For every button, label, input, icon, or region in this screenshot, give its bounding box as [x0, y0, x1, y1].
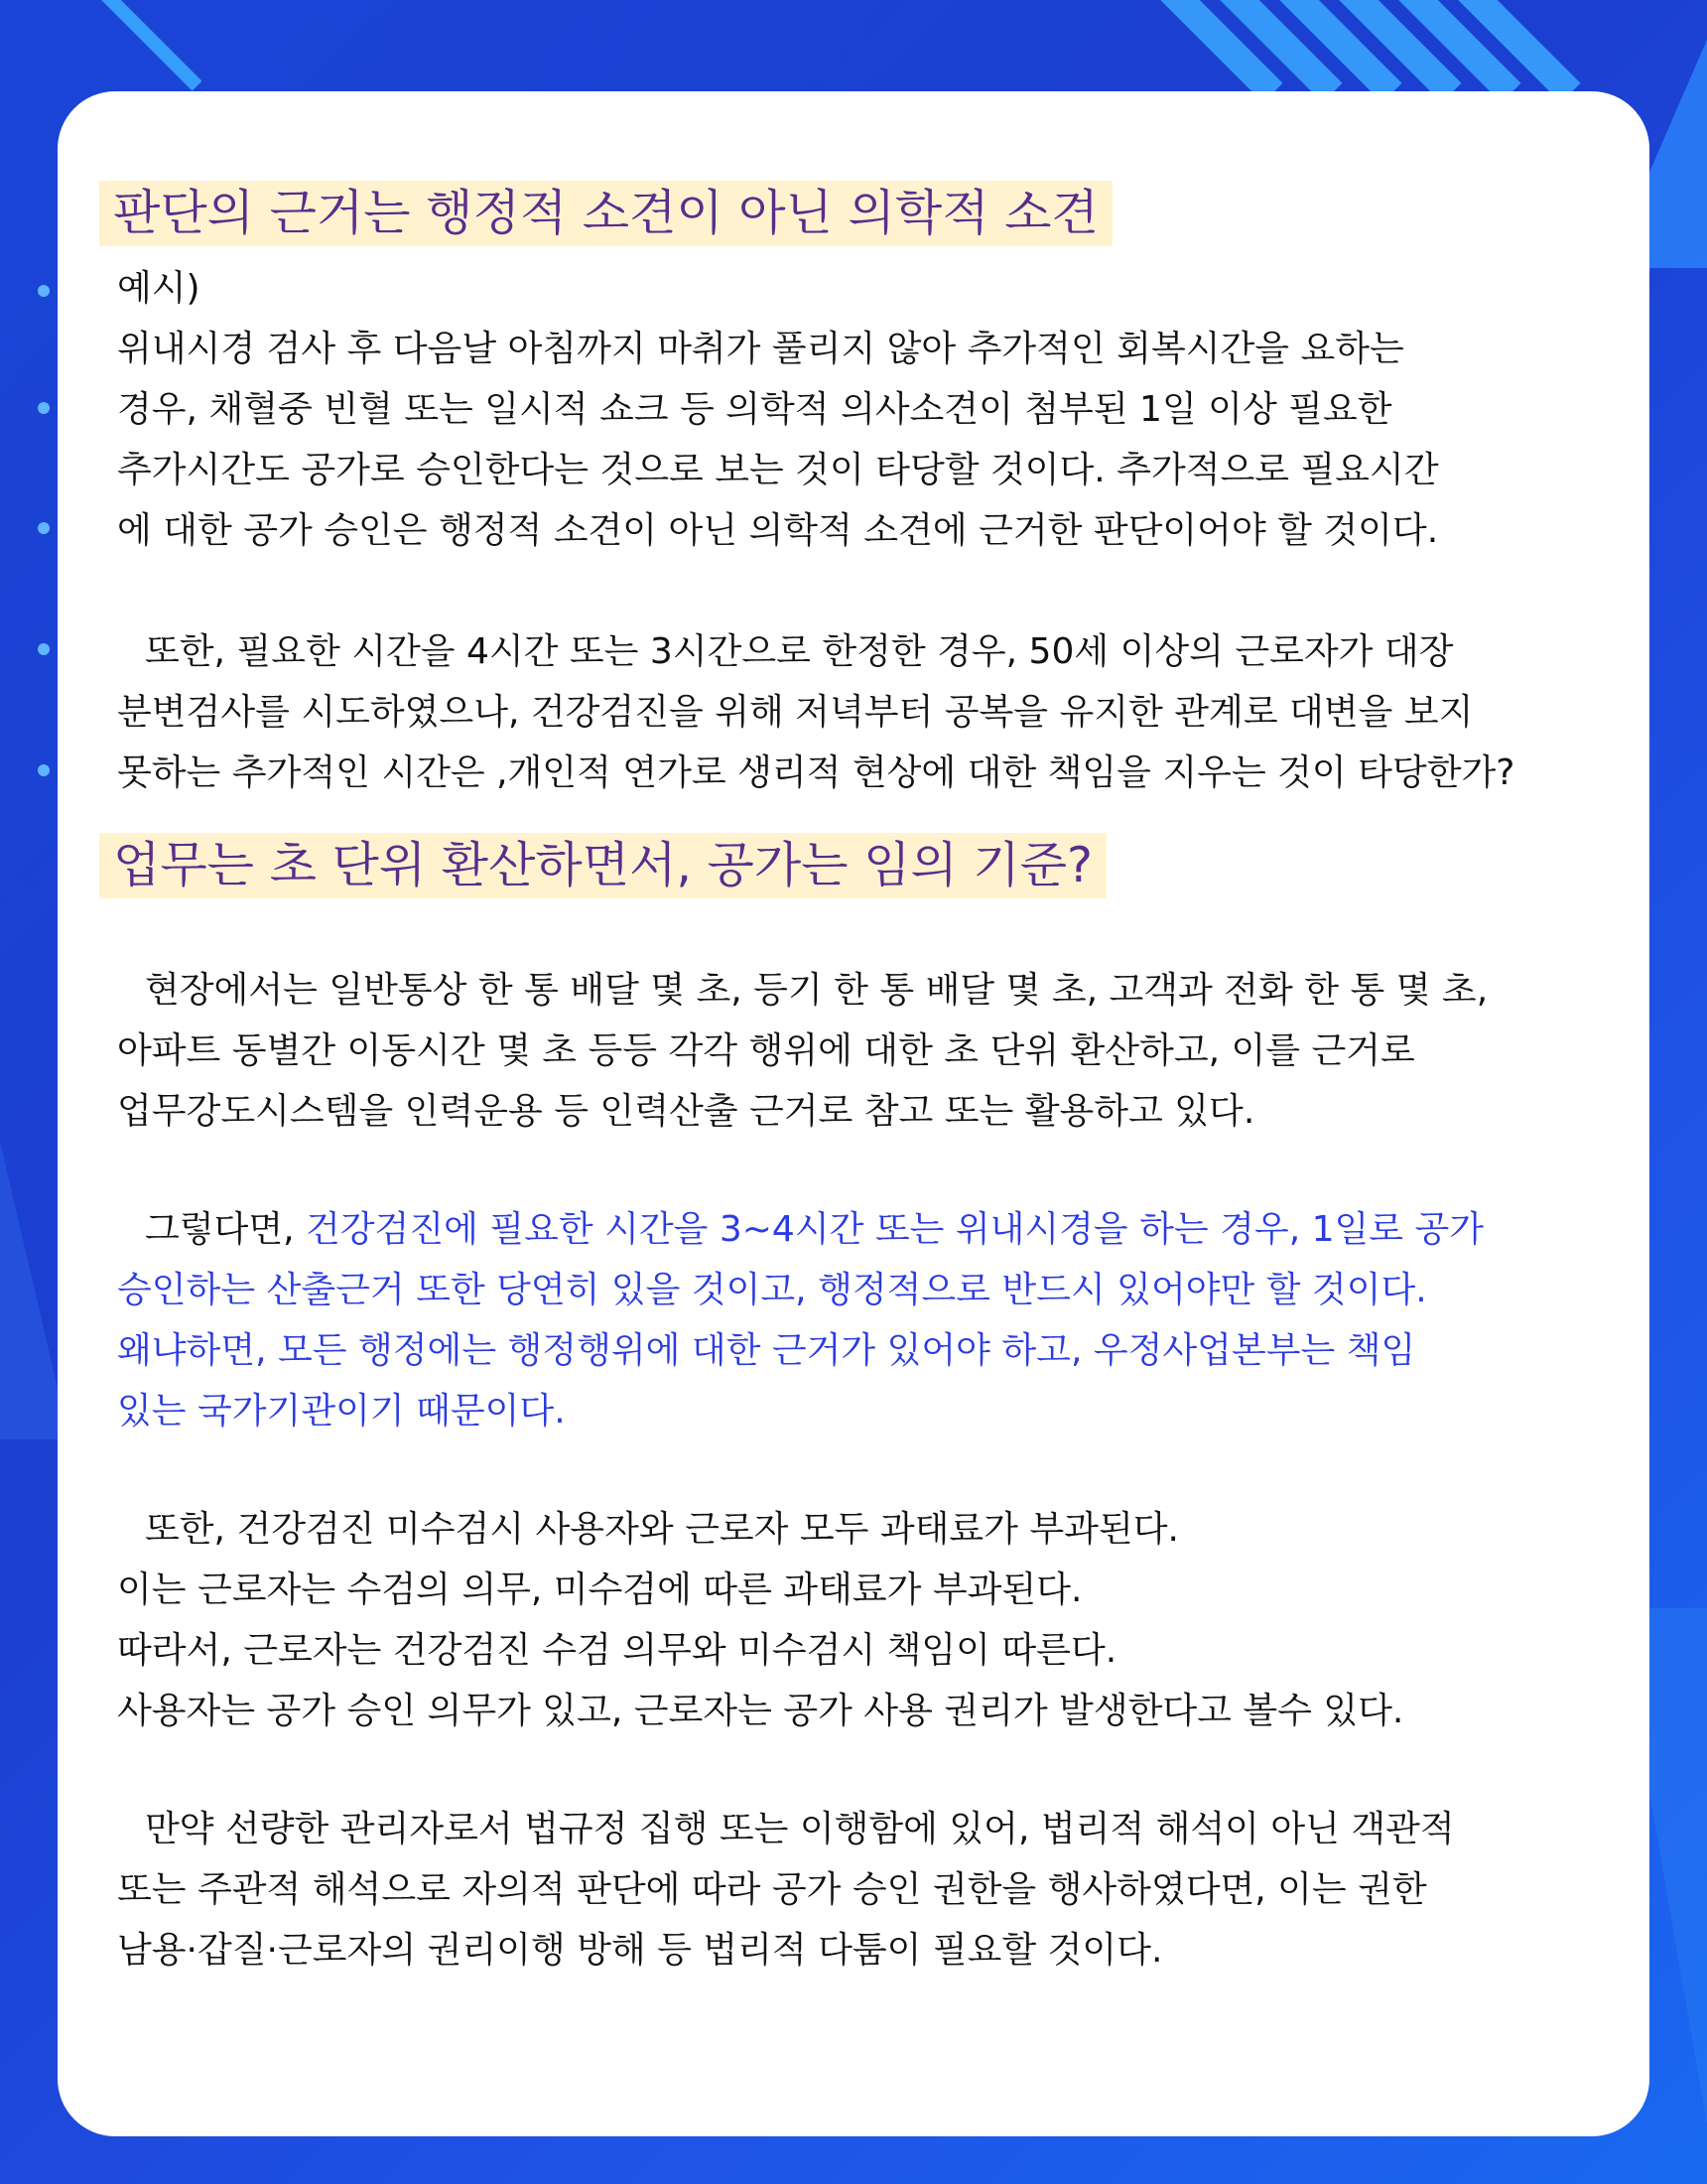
paragraph-line: 또는 주관적 해석으로 자의적 판단에 따라 공가 승인 권한을 행사하였다면, 이는 권한 — [117, 1869, 1427, 1910]
then-prefix: 그렇다면, — [145, 1209, 306, 1250]
emphasis-line: 승인하는 산출근거 또한 당연히 있을 것이고, 행정적으로 반드시 있어야만 할 것이다. — [117, 1270, 1427, 1310]
decor-dot — [38, 522, 50, 534]
decor-dot — [38, 402, 50, 414]
paragraph-line: 경우, 채혈중 빈혈 또는 일시적 쇼크 등 의학적 의사소견이 첨부된 1일 이상 필요한 — [117, 389, 1392, 430]
section-heading-arbitrary-standard: 업무는 초 단위 환산하면서, 공가는 임의 기준? — [99, 833, 1107, 898]
decor-stripe — [79, 0, 201, 91]
content-card — [58, 91, 1649, 2136]
paragraph-line: 추가시간도 공가로 승인한다는 것으로 보는 것이 타당할 것이다. 추가적으로 필요시간 — [117, 450, 1439, 490]
emphasis-line: 있는 국가기관이기 때문이다. — [117, 1391, 566, 1432]
also-paragraph — [117, 621, 1600, 803]
field-paragraph — [117, 960, 1600, 1142]
paragraph-line: 따라서, 근로자는 건강검진 수검 의무와 미수검시 책임이 따른다. — [117, 1630, 1117, 1671]
paragraph-line — [117, 1199, 1600, 1260]
decor-dot — [38, 764, 50, 776]
paragraph-line: 또한, 건강검진 미수검시 사용자와 근로자 모두 과태료가 부과된다. — [145, 1509, 1179, 1550]
paragraph-line: 못하는 추가적인 시간은 ,개인적 연가로 생리적 현상에 대한 책임을 지우는 것이 타당한가? — [117, 752, 1515, 793]
paragraph-line: 만약 선량한 관리자로서 법규정 집행 또는 이행함에 있어, 법리적 해석이 아닌 객관적 — [145, 1809, 1455, 1849]
emphasis-line: 왜냐하면, 모든 행정에는 행정행위에 대한 근거가 있어야 하고, 우정사업본부는 책임 — [117, 1330, 1416, 1371]
example-paragraph — [117, 258, 1600, 561]
paragraph-line: 위내시경 검사 후 다음날 아침까지 마취가 풀리지 않아 추가적인 회복시간을 요하는 — [117, 329, 1404, 369]
paragraph-line: 남용·갑질·근로자의 권리이행 방해 등 법리적 다툼이 필요할 것이다. — [117, 1930, 1163, 1971]
paragraph-line: 업무강도시스템을 인력운용 등 인력산출 근거로 참고 또는 활용하고 있다. — [117, 1091, 1255, 1132]
paragraph-line: 에 대한 공가 승인은 행정적 소견이 아닌 의학적 소견에 근거한 판단이어야 할 것이다. — [117, 510, 1439, 551]
then-paragraph — [117, 1199, 1600, 1441]
paragraph-line: 아파트 동별간 이동시간 몇 초 등등 각각 행위에 대한 초 단위 환산하고, 이를 근거로 — [117, 1030, 1415, 1071]
paragraph-line: 분변검사를 시도하였으나, 건강검진을 위해 저녁부터 공복을 유지한 관계로 대변을 보지 — [117, 692, 1474, 733]
abuse-paragraph — [117, 1799, 1600, 1980]
paragraph-line: 이는 근로자는 수검의 의무, 미수검에 따른 과태료가 부과된다. — [117, 1570, 1083, 1610]
emphasis-text: 건강검진에 필요한 시간을 3~4시간 또는 위내시경을 하는 경우, 1일로 공가 — [306, 1209, 1485, 1250]
paragraph-line: 사용자는 공가 승인 의무가 있고, 근로자는 공가 사용 권리가 발생한다고 볼수 있다. — [117, 1691, 1404, 1731]
paragraph-line: 현장에서는 일반통상 한 통 배달 몇 초, 등기 한 통 배달 몇 초, 고객과 전화 한 통 몇 초, — [145, 970, 1489, 1011]
decor-dot — [38, 285, 50, 297]
paragraph-line: 또한, 필요한 시간을 4시간 또는 3시간으로 한정한 경우, 50세 이상의 근로자가 대장 — [145, 631, 1454, 672]
penalty-paragraph — [117, 1499, 1600, 1741]
section-heading-medical-basis: 판단의 근거는 행정적 소견이 아닌 의학적 소견 — [99, 181, 1113, 246]
paragraph-line: 예시) — [117, 268, 200, 309]
decor-dot — [38, 643, 50, 655]
